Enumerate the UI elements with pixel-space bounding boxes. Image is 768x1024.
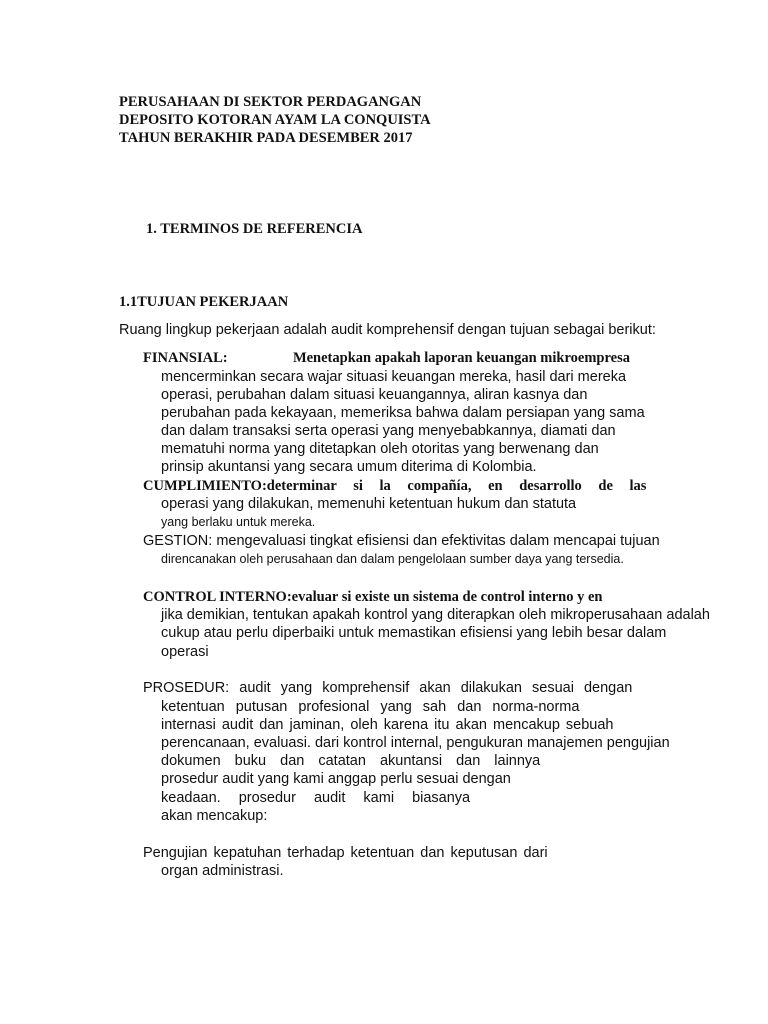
prosedur-lead: audit yang komprehensif akan dilakukan sesuai dengan	[239, 680, 633, 696]
finansial-line-4: dan dalam transaksi serta operasi yang menyebabkannya, diamati dan	[161, 423, 616, 439]
finansial-line-3: perubahan pada kekayaan, memeriksa bahwa dalam persiapan yang sama	[161, 405, 645, 421]
gestion-line-1: direncanakan oleh perusahaan dan dalam pengelolaan sumber daya yang tersedia.	[161, 552, 624, 566]
cumplimiento-label: CUMPLIMIENTO:	[143, 478, 267, 494]
bullet-control-interno	[140, 588, 602, 606]
prosedur-line-7: akan mencakup:	[161, 808, 268, 824]
header-line-year: TAHUN BERAKHIR PADA DESEMBER 2017	[119, 130, 413, 146]
control-lead: evaluar si existe un sistema de control interno y en	[291, 589, 603, 605]
prosedur-line-6: keadaan. prosedur audit kami biasanya	[161, 790, 471, 806]
finansial-line-1: mencerminkan secara wajar situasi keuangan mereka, hasil dari mereka	[161, 369, 627, 385]
header-line-deposito: DEPOSITO KOTORAN AYAM LA CONQUISTA	[119, 112, 431, 128]
pengujian-line-1: organ administrasi.	[161, 863, 284, 879]
prosedur-label: PROSEDUR:	[143, 680, 230, 696]
finansial-line-5: mematuhi norma yang ditetapkan oleh otoritas yang berwenang dan	[161, 441, 599, 457]
prosedur-line-5: prosedur audit yang kami anggap perlu sesuai dengan	[161, 771, 511, 787]
header-line-company: PERUSAHAAN DI SEKTOR PERDAGANGAN	[119, 94, 422, 110]
cumplimiento-line-1: operasi yang dilakukan, memenuhi ketentuan hukum dan statuta	[161, 496, 577, 512]
bullet-cumplimiento	[140, 477, 662, 495]
finansial-line-2: operasi, perubahan dalam situasi keuangannya, aliran kasnya dan	[161, 387, 588, 403]
prosedur-line-4: dokumen buku dan catatan akuntansi dan lainnya	[161, 753, 541, 769]
control-line-1: jika demikian, tentukan apakah kontrol yang diterapkan oleh mikroperusahaan adalah	[161, 607, 710, 623]
bullet-marker-icon: FINANSIAL:	[143, 350, 228, 366]
prosedur-line-2: internasi audit dan jaminan, oleh karena itu akan mencakup sebuah	[161, 717, 614, 733]
cumplimiento-lead: determinar si la compañía, en desarrollo de las	[266, 478, 647, 494]
control-label: CONTROL INTERNO:	[143, 589, 292, 605]
section-title: 1. TERMINOS DE REFERENCIA	[146, 221, 363, 237]
intro-text: Ruang lingkup pekerjaan adalah audit komprehensif dengan tujuan sebagai berikut:	[119, 322, 656, 338]
bullet-finansial	[140, 349, 630, 367]
gestion-lead: mengevaluasi tingkat efisiensi dan efektivitas dalam mencapai tujuan	[216, 533, 660, 549]
bullet-prosedur	[140, 679, 672, 697]
prosedur-line-3: perencanaan, evaluasi. dari kontrol internal, pengukuran manajemen pengujian	[161, 735, 670, 751]
cumplimiento-line-2: yang berlaku untuk mereka.	[161, 515, 316, 529]
finansial-lead: Menetapkan apakah laporan keuangan mikroempresa	[292, 350, 630, 366]
subsection-title: 1.1TUJUAN PEKERJAAN	[119, 294, 289, 310]
control-line-2: cukup atau perlu diperbaiki untuk memastikan efisiensi yang lebih besar dalam	[161, 625, 667, 641]
prosedur-line-1: ketentuan putusan profesional yang sah dan norma-norma	[161, 699, 580, 715]
control-line-3: operasi	[161, 644, 209, 660]
gestion-label: GESTION:	[143, 533, 213, 549]
bullet-gestion	[140, 532, 660, 550]
finansial-line-6: prinsip akuntansi yang secara umum diterima di Kolombia.	[161, 459, 537, 475]
pengujian-lead: Pengujian kepatuhan terhadap ketentuan dan keputusan dari	[143, 845, 548, 861]
bullet-pengujian	[140, 844, 548, 862]
